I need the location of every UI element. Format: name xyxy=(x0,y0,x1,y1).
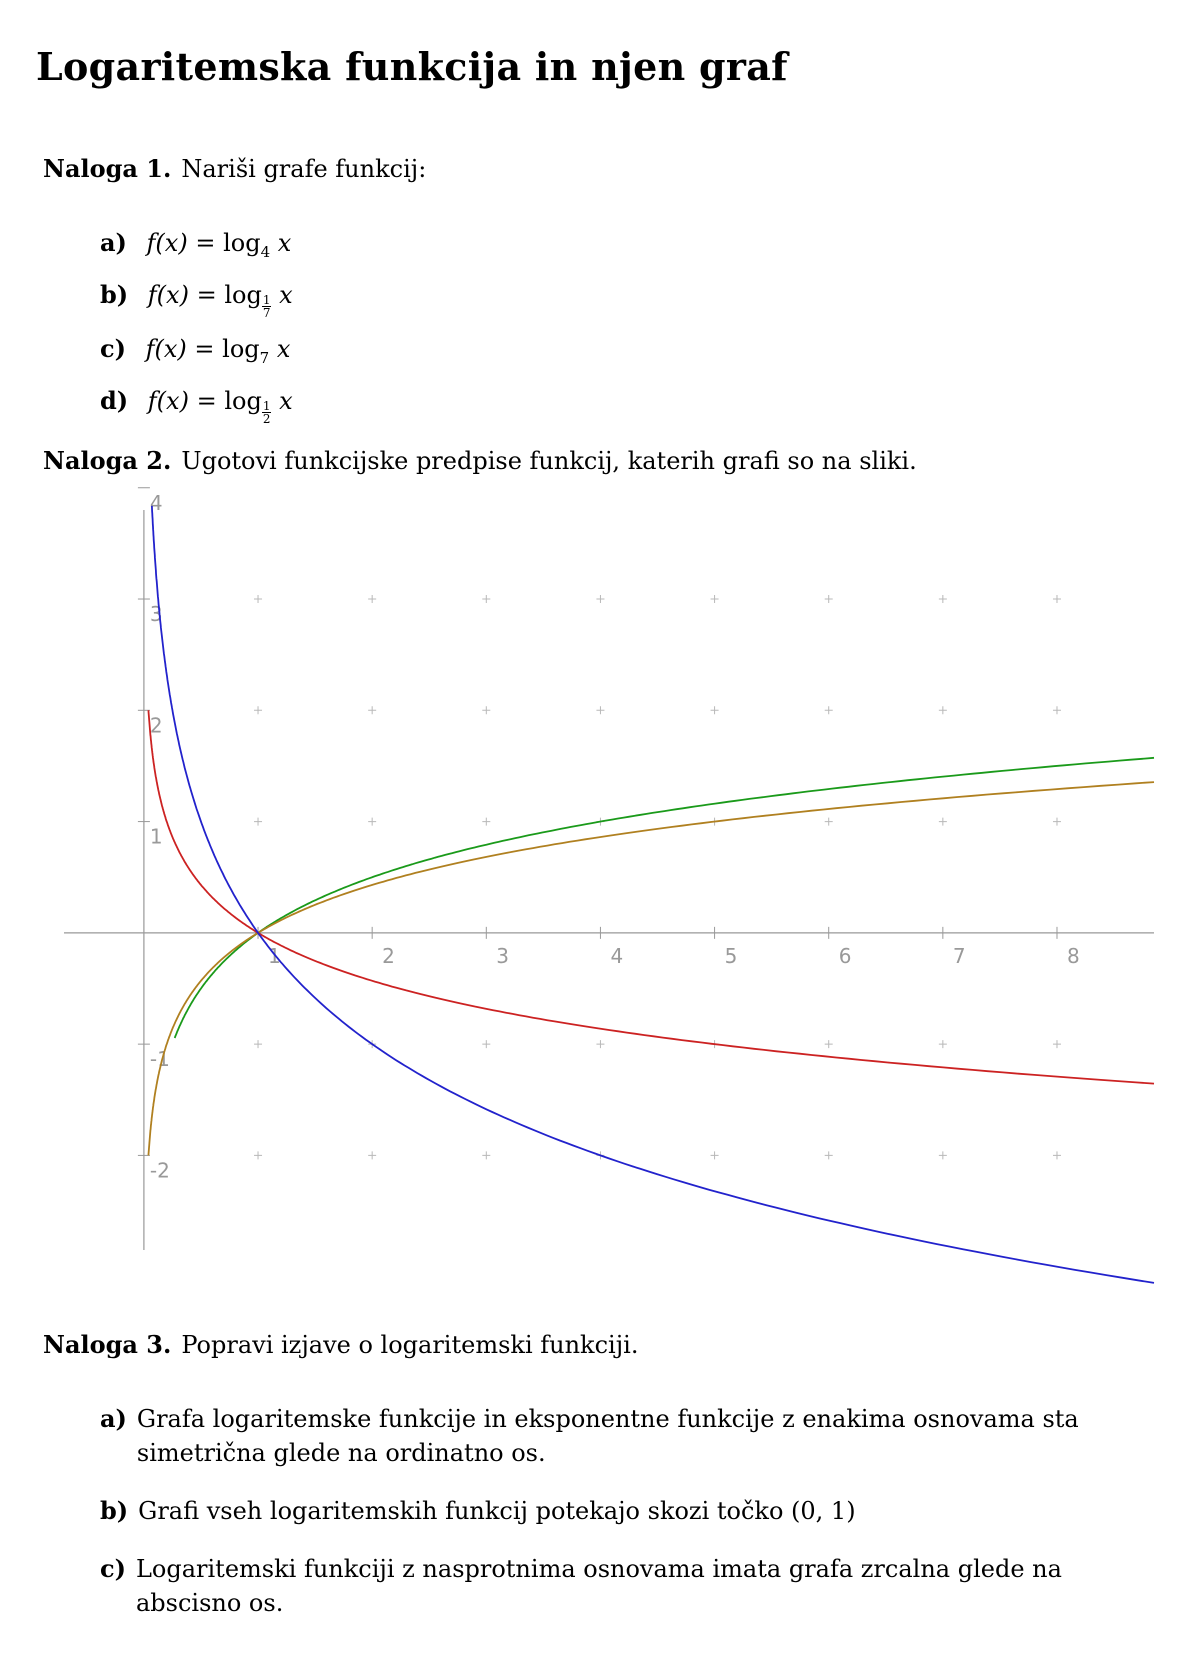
grid-dot xyxy=(939,1151,947,1159)
variable-x: x xyxy=(279,387,293,415)
x-tick-label: 7 xyxy=(952,943,966,968)
item-label: b) xyxy=(100,1496,129,1525)
equals: = xyxy=(194,335,215,363)
x-tick-label: 6 xyxy=(838,943,852,968)
statement-text: Logaritemski funkciji z nasprotnima osnovama imata grafa zrcalna glede na abscisno os. xyxy=(135,1555,1062,1617)
task-1-heading xyxy=(43,154,426,183)
grid-dot xyxy=(825,1040,833,1048)
log: log xyxy=(224,387,262,415)
item-label: b) xyxy=(100,280,129,309)
grid-dot xyxy=(254,1040,262,1048)
y-tick-label: 3 xyxy=(149,602,163,627)
y-tick-label: 4 xyxy=(149,490,163,515)
denominator: 2 xyxy=(262,412,271,426)
task-2-heading xyxy=(43,446,917,475)
grid-dot xyxy=(482,1151,490,1159)
item-label: c) xyxy=(100,334,126,363)
function-expression xyxy=(147,387,293,426)
grid-dot xyxy=(368,1151,376,1159)
grid-dot xyxy=(482,706,490,714)
log-base: 4 xyxy=(260,242,271,261)
grid-dot xyxy=(254,595,262,603)
fx: f(x) xyxy=(147,281,189,309)
grid-dot xyxy=(1053,1151,1061,1159)
log-base: 7 xyxy=(259,348,270,367)
x-tick-label: 5 xyxy=(724,943,738,968)
axes xyxy=(64,488,1154,1250)
grid-dot xyxy=(711,595,719,603)
grid-dot xyxy=(825,1151,833,1159)
item-label: a) xyxy=(100,1404,127,1433)
function-expression xyxy=(147,281,293,320)
grid-dot xyxy=(596,706,604,714)
task-1-item-c xyxy=(100,334,290,367)
grid-dot xyxy=(711,706,719,714)
statement-text: Grafi vseh logaritemskih funkcij potekajo skozi točko (0, 1) xyxy=(138,1497,856,1525)
task-1-text: Nariši grafe funkcij: xyxy=(181,155,427,183)
fx: f(x) xyxy=(147,387,189,415)
task-3-heading xyxy=(43,1330,638,1359)
statement-text: Grafa logaritemske funkcije in eksponentne funkcije z enakima osnovama sta simetrična glede na ordinatno os. xyxy=(136,1405,1079,1467)
grid-dot xyxy=(1053,1040,1061,1048)
variable-x: x xyxy=(279,281,293,309)
grid-dot xyxy=(482,818,490,826)
series-line-blue xyxy=(149,506,1154,1283)
grid-dot xyxy=(1053,818,1061,826)
grid-dot xyxy=(939,706,947,714)
grid-dot xyxy=(939,595,947,603)
grid-dot xyxy=(254,818,262,826)
grid-dot xyxy=(1053,595,1061,603)
grid-dot xyxy=(482,595,490,603)
grid-dot xyxy=(1053,706,1061,714)
equals: = xyxy=(196,281,217,309)
grid-dot xyxy=(482,1040,490,1048)
series-line-olive xyxy=(149,782,1155,1155)
denominator: 7 xyxy=(262,306,271,320)
x-tick-label: 2 xyxy=(382,943,395,968)
tick-labels xyxy=(150,491,1080,1183)
grid-dots xyxy=(254,595,1061,1159)
grid-dot xyxy=(368,595,376,603)
grid-dot xyxy=(711,1151,719,1159)
fx: f(x) xyxy=(146,229,188,257)
task-3-item-c xyxy=(100,1552,1160,1620)
grid-dot xyxy=(254,1151,262,1159)
x-tick-label: 1 xyxy=(268,943,281,968)
grid-dot xyxy=(825,595,833,603)
function-expression xyxy=(146,229,292,261)
x-tick-label: 8 xyxy=(1066,943,1080,968)
log: log xyxy=(224,281,262,309)
item-label: c) xyxy=(100,1554,126,1583)
grid-dot xyxy=(368,818,376,826)
item-label: a) xyxy=(100,228,127,257)
x-tick-label: 4 xyxy=(610,943,624,968)
series-lines xyxy=(149,506,1155,1283)
equals: = xyxy=(195,229,216,257)
numerator: 1 xyxy=(262,293,271,307)
grid-dot xyxy=(254,706,262,714)
numerator: 1 xyxy=(262,399,271,413)
item-label: d) xyxy=(100,386,129,415)
function-expression xyxy=(145,335,291,367)
series-line-red xyxy=(149,710,1155,1083)
log: log xyxy=(223,229,261,257)
log-graph-chart xyxy=(64,490,1154,1250)
log: log xyxy=(222,335,260,363)
log-base-fraction xyxy=(262,294,272,319)
y-tick-label: 2 xyxy=(149,713,163,738)
y-tick-label: -2 xyxy=(149,1158,170,1183)
y-tick-label: -1 xyxy=(149,1047,170,1072)
task-3-label: Naloga 3. xyxy=(43,1330,172,1359)
x-tick-label: 3 xyxy=(496,943,510,968)
grid-dot xyxy=(939,818,947,826)
task-2-text: Ugotovi funkcijske predpise funkcij, katerih grafi so na sliki. xyxy=(181,447,917,475)
log-base-fraction xyxy=(262,400,272,425)
task-1-label: Naloga 1. xyxy=(43,154,172,183)
grid-dot xyxy=(825,818,833,826)
y-tick-label: 1 xyxy=(149,824,163,849)
grid-dot xyxy=(368,706,376,714)
variable-x: x xyxy=(277,229,292,257)
task-3-item-b xyxy=(100,1494,1160,1528)
grid-dot xyxy=(825,706,833,714)
series-line-green xyxy=(175,758,1154,1038)
variable-x: x xyxy=(276,335,291,363)
task-1-item-b xyxy=(100,280,293,319)
page-title: Logaritemska funkcija in njen graf xyxy=(36,44,788,89)
grid-dot xyxy=(596,595,604,603)
fx: f(x) xyxy=(145,335,187,363)
task-1-item-a xyxy=(100,228,291,261)
task-3-text: Popravi izjave o logaritemski funkciji. xyxy=(181,1331,639,1359)
grid-dot xyxy=(596,1040,604,1048)
task-3-item-a xyxy=(100,1402,1160,1470)
task-1-item-d xyxy=(100,386,293,425)
grid-dot xyxy=(939,1040,947,1048)
equals: = xyxy=(196,387,217,415)
task-2-label: Naloga 2. xyxy=(43,446,172,475)
